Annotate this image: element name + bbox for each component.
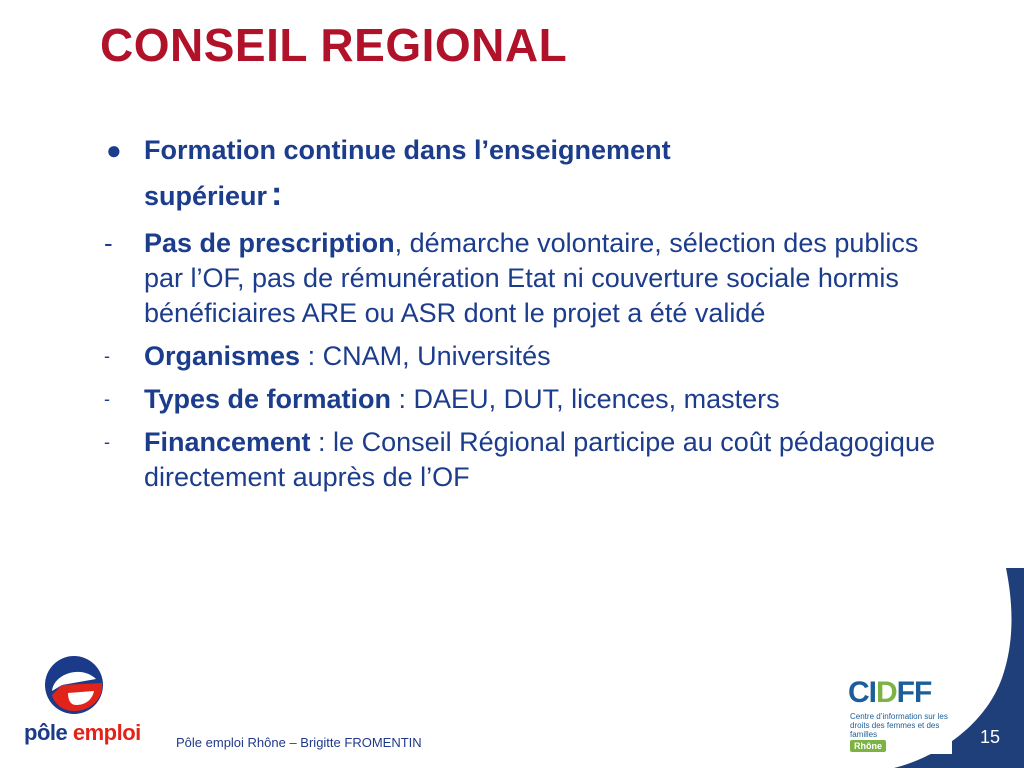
slide-title: CONSEIL REGIONAL (100, 19, 568, 71)
sub-item-text: : DAEU, DUT, licences, masters (391, 384, 780, 414)
footer-text: Pôle emploi Rhône – Brigitte FROMENTIN (176, 735, 422, 750)
main-bullet-line2-text: supérieur (144, 181, 268, 211)
page-number: 15 (979, 727, 1000, 747)
sub-item-bold: Financement (144, 427, 311, 457)
dash-marker: - (104, 346, 110, 366)
main-bullet-item (100, 128, 960, 218)
dash-marker: - (104, 228, 113, 258)
pole-emploi-logo (22, 655, 142, 725)
dash-marker: - (104, 432, 110, 452)
sub-item-bold: Types de formation (144, 384, 392, 414)
sub-item-types (100, 382, 960, 417)
cidff-part3: FF (896, 676, 932, 709)
cidff-wordmark (848, 676, 931, 710)
sub-item-text: : CNAM, Universités (300, 341, 551, 371)
sub-item-financement (100, 425, 960, 495)
cidff-badge: Rhône (850, 740, 886, 752)
pole-emploi-word1: pôle (24, 720, 73, 745)
dash-marker: - (104, 389, 110, 409)
sub-item-bold: Pas de prescription (144, 228, 395, 258)
main-bullet-colon: : (271, 175, 283, 213)
cidff-logo (848, 672, 952, 754)
main-bullet-line1: Formation continue dans l’enseignement (144, 135, 671, 165)
sub-item-organismes (100, 339, 960, 374)
main-bullet-line2 (144, 172, 960, 218)
pole-emploi-word2: emploi (72, 720, 141, 745)
sub-item-text: : le Conseil Régional participe au coût pédagogique directement auprès de l’OF (144, 427, 935, 492)
pole-emploi-wordmark (24, 720, 141, 746)
slide-content (100, 128, 960, 495)
cidff-part1: CI (848, 676, 876, 709)
cidff-description: Centre d’information sur les droits des femmes et des familles (850, 712, 948, 739)
sub-item-bold: Organismes (144, 341, 301, 371)
sub-item-text: , démarche volontaire, sélection des publics par l’OF, pas de rémunération Etat ni couverture sociale hormis bénéficiaires ARE ou ASR dont le projet a été validé (144, 228, 919, 328)
sub-item-prescription (100, 226, 960, 331)
bullet-marker: ● (106, 135, 122, 165)
cidff-part2: D (876, 676, 897, 709)
